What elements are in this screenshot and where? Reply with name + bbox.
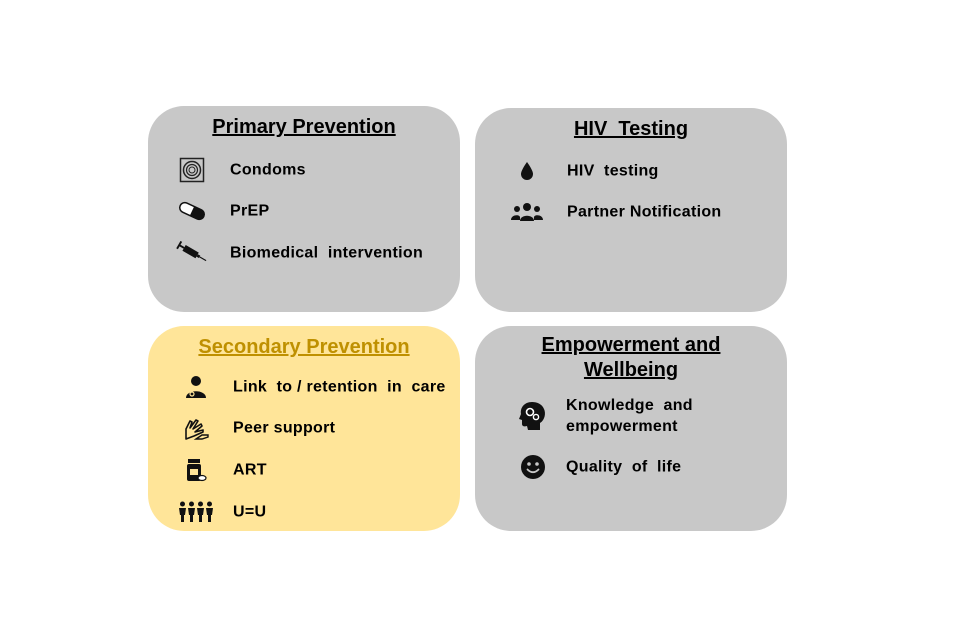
item-label: HIV testing: [567, 162, 659, 180]
primary-prevention-title: Primary Prevention: [212, 116, 396, 138]
item-label: Biomedical intervention: [230, 244, 424, 262]
empowerment-title-line2: Wellbeing: [583, 359, 679, 381]
list-item-knowledge: [517, 399, 777, 433]
item-label: U=U: [233, 503, 267, 521]
item-label: Quality of life: [566, 458, 682, 476]
list-item-prep: [176, 196, 446, 226]
list-item-link-to-care: [180, 372, 460, 402]
list-item-biomedical: [176, 238, 456, 268]
secondary-prevention-card: [148, 326, 460, 531]
empowerment-card: [475, 326, 787, 531]
sign-language-icon: [180, 413, 212, 443]
doctor-icon: [180, 372, 212, 402]
item-label: Link to / retention in care: [233, 378, 446, 396]
item-label: PrEP: [230, 202, 270, 220]
list-item-peer-support: [180, 413, 440, 443]
condom-icon: [176, 155, 208, 185]
list-item-condoms: [176, 155, 446, 185]
list-item-partner-notification: [511, 197, 771, 227]
item-label: Peer support: [233, 419, 336, 437]
people-row-icon: [176, 497, 216, 527]
pill-icon: [176, 196, 208, 226]
smiley-icon: [517, 452, 549, 482]
hiv-testing-card: [475, 108, 787, 312]
empowerment-title: [475, 333, 787, 383]
primary-prevention-card: [148, 106, 460, 312]
secondary-prevention-title: Secondary Prevention: [198, 336, 410, 358]
list-item-art: [180, 455, 440, 485]
item-label: Knowledge and empowerment: [566, 397, 703, 435]
syringe-icon: [176, 238, 208, 268]
list-item-u-equals-u: [180, 497, 440, 527]
medication-icon: [180, 455, 212, 485]
item-label: ART: [233, 461, 267, 479]
item-label: Partner Notification: [567, 203, 722, 221]
empowerment-title-line1: Empowerment and: [541, 334, 721, 356]
hiv-testing-title: HIV Testing: [573, 118, 689, 140]
blood-drop-icon: [511, 156, 543, 186]
brain-gears-icon: [517, 399, 549, 433]
list-item-quality-of-life: [517, 452, 777, 482]
item-label: Condoms: [230, 161, 306, 179]
list-item-hiv-testing: [511, 156, 771, 186]
group-icon: [511, 197, 543, 227]
